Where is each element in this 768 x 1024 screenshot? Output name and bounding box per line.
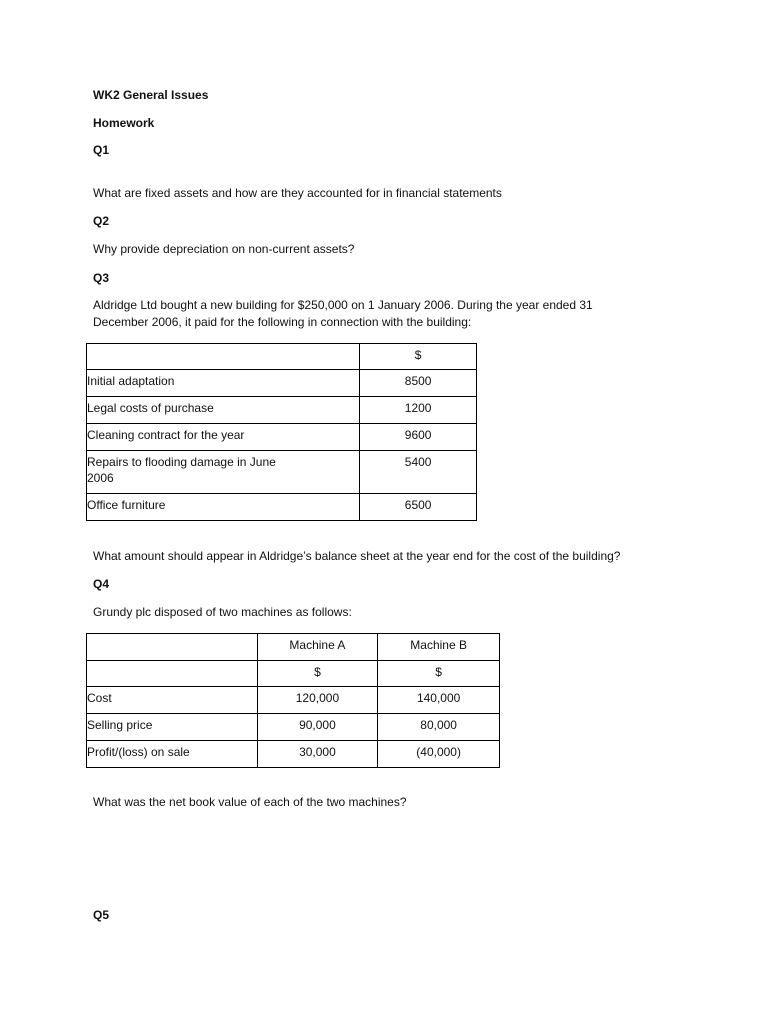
table-cell — [360, 397, 477, 424]
table-row — [87, 494, 477, 521]
q2-label: Q2 — [93, 214, 110, 228]
q1-text: What are fixed assets and how are they accounted for in financial statements — [93, 186, 502, 200]
item-amount: 9600 — [404, 428, 432, 442]
item-label: Initial adaptation — [87, 374, 175, 388]
q4-label: Q4 — [93, 577, 110, 591]
item-label: Office furniture — [87, 498, 166, 512]
table-header-row — [87, 344, 477, 370]
table-row — [87, 370, 477, 397]
machine-b-value: 80,000 — [420, 718, 457, 732]
table-cell — [378, 634, 500, 661]
row-label: Cost — [87, 691, 112, 705]
document-subtitle: Homework — [93, 116, 155, 130]
table-cell — [87, 424, 360, 451]
q3-intro-line2: December 2006, it paid for the following in connection with the building: — [93, 315, 472, 329]
table-row — [87, 714, 500, 741]
currency-header: $ — [414, 348, 422, 362]
currency-label: $ — [314, 665, 321, 679]
table-cell — [87, 661, 258, 687]
q3-question: What amount should appear in Aldridge’s balance sheet at the year end for the cost of the building? — [93, 549, 621, 563]
q3-label: Q3 — [93, 271, 110, 285]
table-cell — [257, 714, 378, 741]
machine-b-header: Machine B — [410, 638, 467, 652]
table-cell — [378, 741, 500, 768]
q1-label: Q1 — [93, 143, 110, 157]
machine-a-value: 90,000 — [299, 718, 336, 732]
q4-question: What was the net book value of each of the two machines? — [93, 795, 407, 809]
table-cell — [360, 494, 477, 521]
table-cell — [87, 687, 258, 714]
table-cell — [378, 687, 500, 714]
table-row — [87, 397, 477, 424]
table-cell — [257, 634, 378, 661]
table-cell — [87, 634, 258, 661]
machine-a-value: 30,000 — [299, 745, 336, 759]
currency-label: $ — [435, 665, 442, 679]
table-cell — [257, 661, 378, 687]
table-cell — [378, 714, 500, 741]
item-label: Repairs to flooding damage in June — [87, 455, 276, 469]
table-row — [87, 741, 500, 768]
q3-cost-table — [86, 343, 477, 521]
table-row — [87, 451, 477, 494]
item-amount: 5400 — [404, 455, 432, 469]
item-amount: 1200 — [404, 401, 432, 415]
table-cell — [257, 687, 378, 714]
table-cell — [378, 661, 500, 687]
table-header-row — [87, 634, 500, 661]
table-cell — [360, 344, 477, 370]
row-label: Profit/(loss) on sale — [87, 745, 190, 759]
table-cell — [87, 714, 258, 741]
q4-intro: Grundy plc disposed of two machines as follows: — [93, 605, 352, 619]
table-row — [87, 687, 500, 714]
q3-intro-line1: Aldridge Ltd bought a new building for $250,000 on 1 January 2006. During the year ended 31 — [93, 298, 593, 312]
q5-label: Q5 — [93, 908, 110, 922]
table-cell — [87, 397, 360, 424]
table-cell — [360, 424, 477, 451]
machine-b-value: (40,000) — [416, 745, 461, 759]
table-row — [87, 661, 500, 687]
q4-machines-table — [86, 633, 500, 768]
table-cell — [87, 494, 360, 521]
item-amount: 6500 — [404, 498, 432, 512]
table-cell — [257, 741, 378, 768]
document-title: WK2 General Issues — [93, 88, 209, 102]
table-cell — [87, 370, 360, 397]
machine-a-header: Machine A — [289, 638, 346, 652]
machine-b-value: 140,000 — [416, 691, 461, 705]
table-cell — [87, 741, 258, 768]
table-cell — [87, 451, 360, 494]
table-row — [87, 424, 477, 451]
table-cell — [87, 344, 360, 370]
item-label: Cleaning contract for the year — [87, 428, 245, 442]
item-label: Legal costs of purchase — [87, 401, 214, 415]
item-label-continued: 2006 — [87, 471, 114, 485]
table-cell — [360, 370, 477, 397]
q2-text: Why provide depreciation on non-current assets? — [93, 242, 355, 256]
table-cell — [360, 451, 477, 494]
item-amount: 8500 — [404, 374, 432, 388]
row-label: Selling price — [87, 718, 153, 732]
machine-a-value: 120,000 — [295, 691, 340, 705]
